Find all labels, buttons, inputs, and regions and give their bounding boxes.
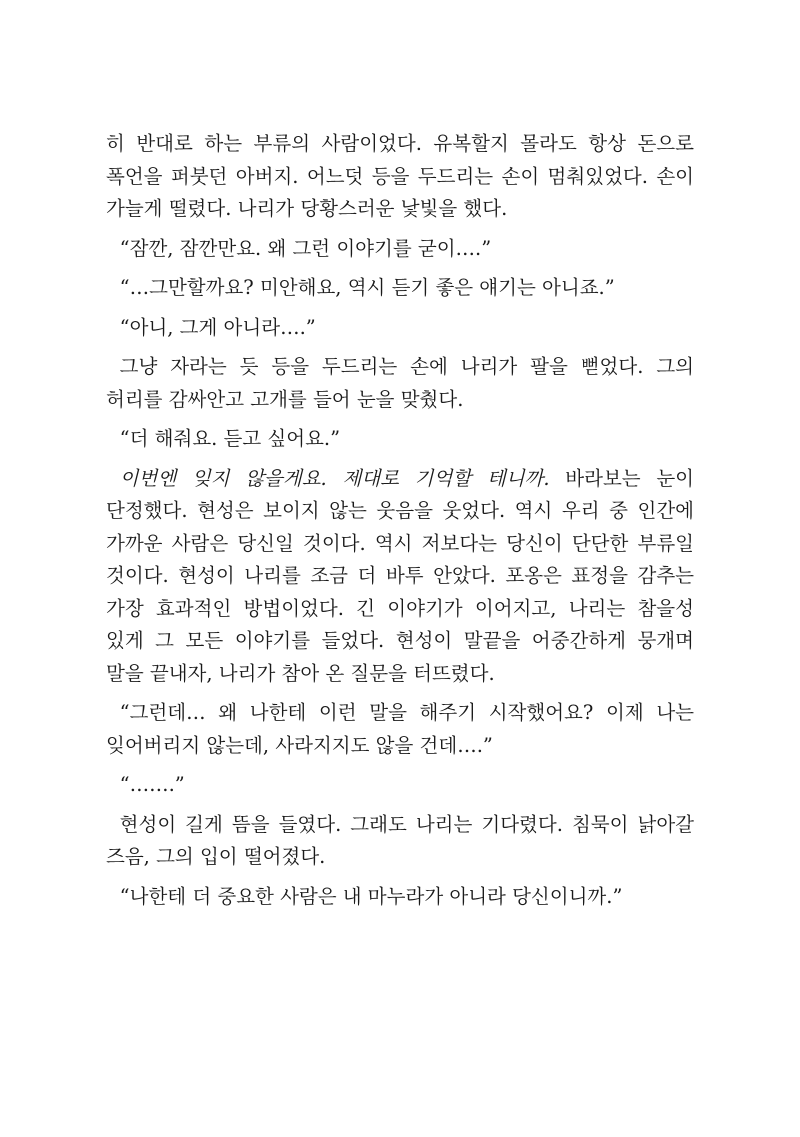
dialogue-text: “나한테 더 중요한 사람은 내 마누라가 아니라 당신이니까.” xyxy=(119,884,623,908)
paragraph xyxy=(106,697,694,762)
paragraph xyxy=(106,351,694,416)
paragraph-text: 히 반대로 하는 부류의 사람이었다. 유복할지 몰라도 항상 돈으로 폭언을 퍼붓던 아버지. 어느덧 등을 두드리는 손이 멈춰있었다. 손이 가늘게 떨렸다. 나리가 당황스러운 낯빛을 했다. xyxy=(106,132,694,220)
dialogue-text: “…그만할까요? 미안해요, 역시 듣기 좋은 얘기는 아니죠.” xyxy=(119,276,615,299)
paragraph-text: 바라보는 눈이 단정했다. 현성은 보이지 않는 웃음을 웃었다. 역시 우리 중 인간에 가까운 사람은 당신일 것이다. 역시 저보다는 당신이 단단한 부류일 것이다. 현성이 나리를 조금 더 바투 안았다. 포옹은 표정을 감추는 가장 효과적인 방법이었다. 긴 이야기가 이어지고, 나리는 참을성 있게 그 모든 이야기를 들었다. 현성이 말끝을 어중간하게 뭉개며 말을 끝내자, 나리가 참아 온 질문을 터뜨렸다. xyxy=(106,466,694,685)
document-page xyxy=(106,128,694,920)
dialogue-text: “아니, 그게 아니라….” xyxy=(119,315,316,339)
paragraph xyxy=(106,881,694,914)
dialogue-text: “그런데… 왜 나한테 이런 말을 해주기 시작했어요? 이제 나는 잊어버리지 않는데, 사라지지도 않을 건데….” xyxy=(106,701,694,757)
paragraph xyxy=(106,128,694,226)
dialogue-text: “더 해줘요. 듣고 싶어요.” xyxy=(119,427,341,450)
dialogue-text: “잠깐, 잠깐만요. 왜 그런 이야기를 굳이….” xyxy=(119,236,492,260)
paragraph xyxy=(106,312,694,345)
dialogue-text: “…….” xyxy=(119,773,185,796)
paragraph-text: 현성이 길게 뜸을 들였다. 그래도 나리는 기다렸다. 침묵이 낡아갈 즈음, 그의 입이 떨어졌다. xyxy=(106,812,694,868)
paragraph xyxy=(106,272,694,305)
paragraph xyxy=(106,809,694,874)
paragraph-text: 그냥 자라는 듯 등을 두드리는 손에 나리가 팔을 뻗었다. 그의 허리를 감싸안고 고개를 들어 눈을 맞췄다. xyxy=(106,355,694,411)
paragraph xyxy=(106,233,694,266)
paragraph xyxy=(106,769,694,802)
paragraph xyxy=(106,423,694,456)
paragraph xyxy=(106,463,694,691)
italic-thought-text: 이번엔 잊지 않을게요. 제대로 기억할 테니까. xyxy=(119,466,550,490)
